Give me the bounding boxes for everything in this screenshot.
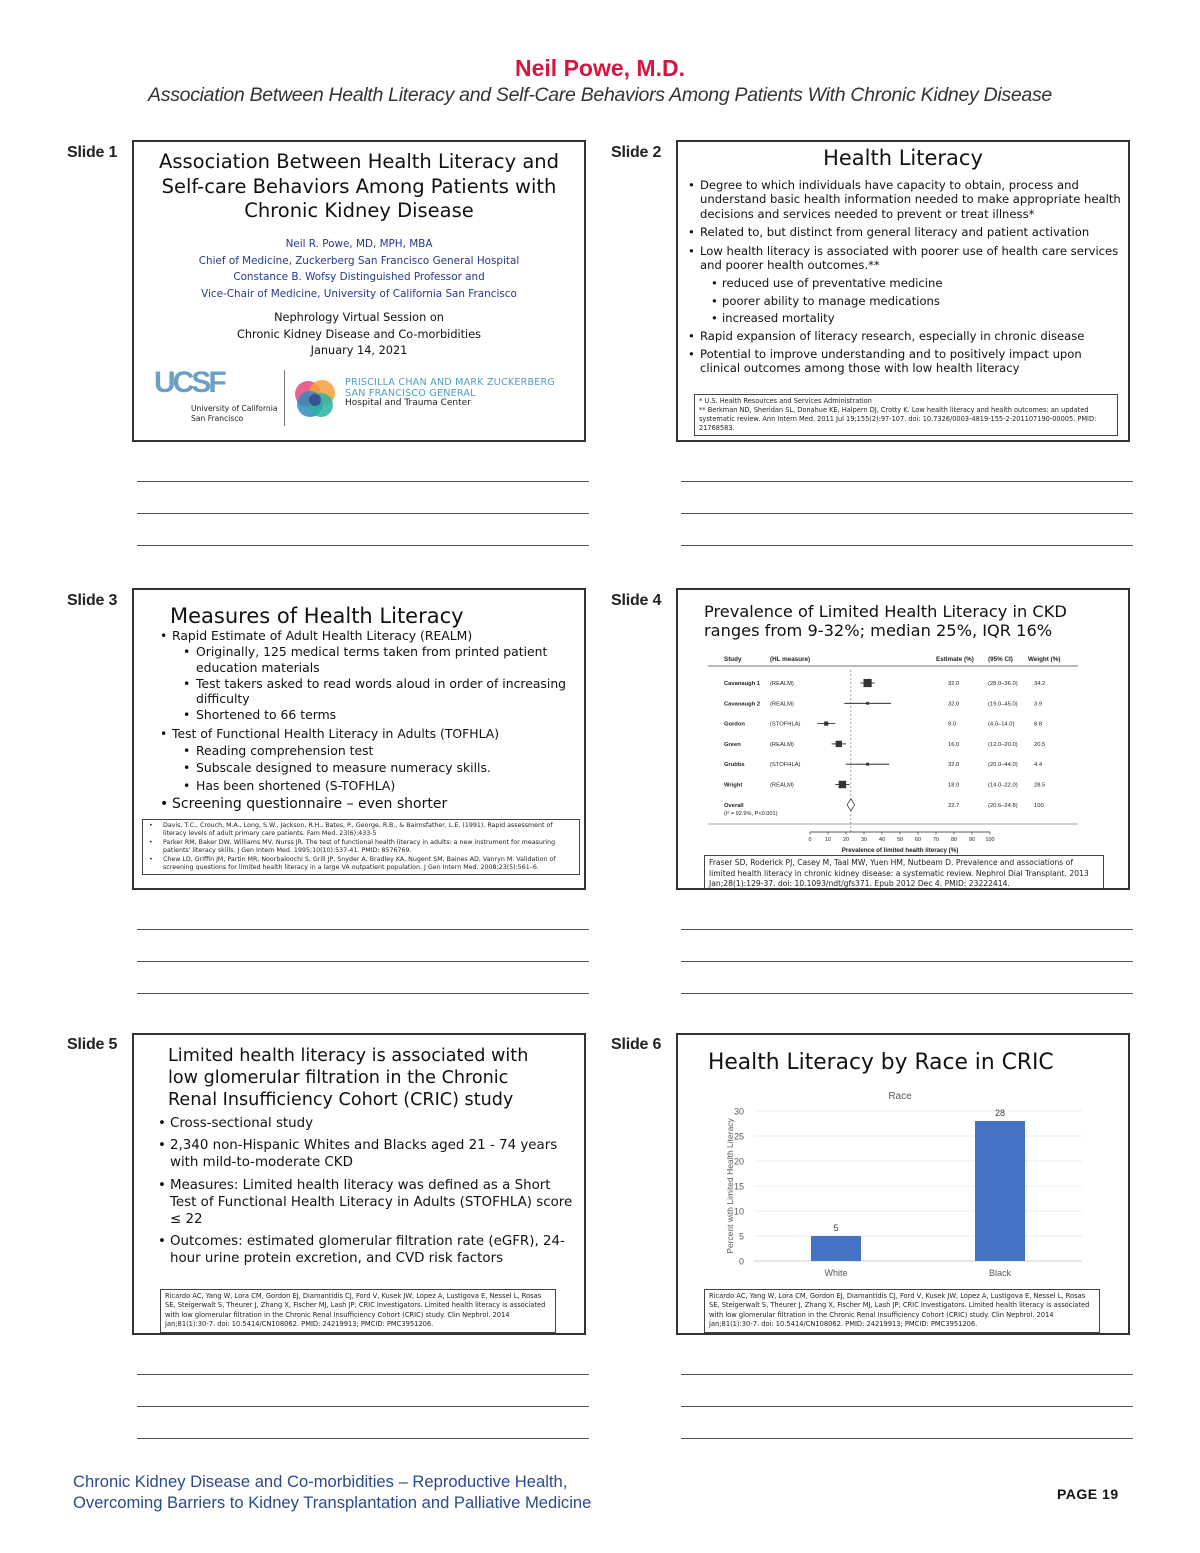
column-header: Estimate (%) (936, 656, 974, 663)
study-measure: (REALM) (770, 741, 794, 748)
list-item: • Outcomes: estimated glomerular filtration rate (eGFR), 24-hour urine protein excretion, and CVD risk factors (156, 1233, 576, 1267)
bar (975, 1121, 1025, 1261)
slide-5 (132, 1033, 586, 1335)
ci-value: (19.0–45.0) (988, 701, 1018, 708)
note-lines (681, 481, 1133, 577)
list-item: • Rapid Estimate of Adult Health Literacy (REALM) (158, 628, 578, 643)
x-tick-label: 10 (825, 837, 831, 843)
list-item: • Low health literacy is associated with poorer use of health care services and poorer health outcomes.** (686, 244, 1122, 273)
overall-stat: (I² = 92.9%, P<0.001) (724, 810, 778, 817)
list-subitem: • reduced use of preventative medicine (686, 276, 1122, 290)
zsfg-name: PRISCILLA CHAN AND MARK ZUCKERBERG SAN FRANCISCO GENERAL (345, 377, 556, 399)
list-subitem: • poorer ability to manage medications (686, 294, 1122, 308)
y-tick-label: 5 (738, 1231, 744, 1242)
estimate-marker (836, 741, 842, 747)
x-tick-label: 50 (897, 837, 903, 843)
note-lines (137, 1374, 589, 1470)
y-tick-label: 30 (733, 1106, 744, 1117)
study-name: Cavanaugh 2 (724, 701, 761, 708)
slide-title: Limited health literacy is associated with low glomerular filtration in the Chronic Renal Insufficiency Cohort (CRIC) study (168, 1046, 529, 1110)
slide-3 (132, 588, 586, 890)
study-name: Wright (724, 782, 743, 789)
ci-value: (28.0–36.0) (988, 681, 1018, 687)
bullet-list (156, 1115, 576, 1272)
list-item: • Measures: Limited health literacy was defined as a Short Test of Functional Health Literacy in Adults (STOFHLA) score ≤ 22 (156, 1177, 576, 1229)
bullet-list (686, 178, 1122, 380)
y-tick-label: 20 (733, 1156, 744, 1167)
x-tick-label: 30 (861, 837, 867, 843)
y-tick-label: 25 (733, 1131, 744, 1142)
list-subitem: • Subscale designed to measure numeracy skills. (158, 760, 578, 775)
column-header: Study (724, 656, 742, 663)
estimate-marker (839, 781, 846, 788)
list-subitem: • Originally, 125 medical terms taken from printed patient education materials (158, 644, 578, 675)
x-tick-label: 40 (879, 837, 885, 843)
page-number: PAGE 19 (1057, 1486, 1119, 1502)
presenter-name: Neil Powe, M.D. (515, 55, 685, 81)
ci-value: (14.0–22.0) (988, 782, 1018, 789)
slide-label: Slide 3 (67, 592, 118, 609)
talk-title: Association Between Health Literacy and Self-Care Behaviors Among Patients With Chronic Kidney Disease (148, 84, 1052, 106)
overall-label: Overall (724, 802, 744, 809)
x-tick-label: 100 (985, 837, 995, 843)
x-tick-label: Black (988, 1268, 1012, 1278)
note-lines (681, 1374, 1133, 1470)
estimate-value: 32.0 (948, 762, 960, 769)
slide-title: Measures of Health Literacy (170, 604, 464, 628)
estimate-value: 32.0 (948, 681, 960, 687)
slide-label: Slide 2 (611, 144, 662, 161)
estimate-marker (866, 763, 869, 766)
weight-value: 34.2 (1034, 681, 1046, 687)
x-tick-label: 80 (951, 837, 957, 843)
slide-label: Slide 5 (67, 1036, 118, 1053)
citation-box: * U.S. Health Resources and Services Administration ** Berkman ND, Sheridan SL, Donahue KE, Halpern DJ, Crotty K. Low health literacy and health outcomes: an updated systematic review. Ann Intern Med. 2011 Jul 19;155(2):97-107. doi: 10.7326/0003-4819-155-2-201107190-00005. PMID: 21768583. (694, 394, 1118, 436)
slide-title: Prevalence of Limited Health Literacy in CKD ranges from 9-32%; median 25%, IQR 16% (704, 602, 1067, 640)
estimate-value: 32.0 (948, 701, 960, 708)
slide-label: Slide 1 (67, 144, 118, 161)
weight-value: 4.4 (1034, 762, 1043, 769)
study-name: Gordon (724, 721, 745, 728)
slide-title: Health Literacy by Race in CRIC (708, 1050, 1054, 1075)
note-lines (137, 929, 589, 1025)
note-lines (681, 929, 1133, 1025)
data-label: 28 (994, 1108, 1006, 1118)
ci-value: (20.6–24.8) (988, 802, 1018, 809)
ucsf-caption: University of California San Francisco (191, 404, 278, 423)
x-axis-label: Prevalence of limited health literacy (%) (841, 847, 959, 854)
footer-text: Chronic Kidney Disease and Co-morbidities – Reproductive Health, Overcoming Barriers to Kidney Transplantation and Palliative Medicine (73, 1472, 592, 1512)
list-item: • Potential to improve understanding and to positively impact upon clinical outcomes among those with low health literacy (686, 347, 1122, 376)
slide-label: Slide 6 (611, 1036, 662, 1053)
estimate-marker (864, 679, 872, 687)
bullet-list (158, 628, 578, 816)
y-tick-label: 10 (733, 1206, 744, 1217)
weight-value: 20.5 (1034, 741, 1046, 748)
estimate-value: 22.7 (948, 802, 960, 809)
study-measure: (REALM) (770, 701, 794, 708)
estimate-value: 16.0 (948, 741, 960, 748)
x-tick-label: White (824, 1268, 848, 1278)
x-tick-label: 60 (915, 837, 921, 843)
session-block: Nephrology Virtual Session on Chronic Kidney Disease and Co-morbidities January 14, 2021 (236, 311, 482, 357)
slide-4 (676, 588, 1130, 890)
bar (811, 1236, 861, 1261)
forest-plot (678, 648, 1128, 856)
x-tick-label: 90 (969, 837, 975, 843)
chart-title: Race (888, 1091, 912, 1102)
slide-6 (676, 1033, 1130, 1335)
slide-2 (676, 140, 1130, 442)
citation-box: • Davis, T.C., Crouch, M.A., Long, S.W., Jackson, R.H., Bates, P., George, R.B., & Bairnsfather, L.E. (1991). Rapid assessment of literacy levels of adult primary care patients. Fam Med, 23(6):433-5 • Parker RM, Baker DW, Williams MV, Nurss JR. The test of functional health literacy in adults: a new instrument for measuring patients' literacy skills. J Gen Intern Med. 1995;10(10):537-41. PMID: 8576769. • Chew LD, Griffin JM, Partin MR, Noorbaloochi S, Grill JP, Snyder A, Bradley KA, Nugent SM, Baines AD, Vanryn M. Validation of screening questions for limited health literacy in a large VA outpatient population. J Gen Intern Med. 2008;23(5):561–6. (142, 819, 580, 875)
citation-box: Ricardo AC, Yang W, Lora CM, Gordon EJ, Diamantidis CJ, Ford V, Kusek JW, Lopez A, Lustigova E, Nessel L, Rosas SE, Steigerwalt S, Theurer J, Zhang X, Fischer MJ, Lash JP; CRIC Investigators. Limited health literacy is associated with low glomerular filtration in the Chronic Renal Insufficiency Cohort (CRIC) study. Clin Nephrol. 2014 Jan;81(1):30-7. doi: 10.5414/CN108062. PMID: 24219913; PMCID: PMC3951206. (704, 1289, 1100, 1333)
zsfg-subtitle: Hospital and Trauma Center (345, 398, 471, 408)
weight-value: 100 (1034, 802, 1044, 809)
list-item: • Test of Functional Health Literacy in Adults (TOFHLA) (158, 726, 578, 741)
ci-value: (12.0–20.0) (988, 741, 1018, 748)
study-measure: (REALM) (770, 681, 794, 687)
bar-chart (678, 1087, 1128, 1283)
column-header: (HL measure) (770, 656, 811, 663)
y-axis-label: Percent with Limited Health Literacy (725, 1118, 735, 1254)
list-subitem: • Has been shortened (S-TOFHLA) (158, 778, 578, 793)
list-item: • Degree to which individuals have capacity to obtain, process and understand basic health information needed to make appropriate health decisions and services needed to prevent or treat illness* (686, 178, 1122, 221)
list-subitem: • Reading comprehension test (158, 743, 578, 758)
list-subitem: • Shortened to 66 terms (158, 707, 578, 722)
list-subitem: • increased mortality (686, 311, 1122, 325)
weight-value: 3.9 (1034, 701, 1043, 708)
list-item: • Screening questionnaire – even shorter (158, 797, 578, 812)
list-item: • Related to, but distinct from general literacy and patient activation (686, 225, 1122, 239)
estimate-value: 9.0 (948, 721, 957, 728)
ci-value: (20.0–44.0) (988, 762, 1018, 769)
y-tick-label: 15 (733, 1181, 744, 1192)
slide-1 (132, 140, 586, 442)
y-tick-label: 0 (738, 1256, 744, 1267)
weight-value: 28.5 (1034, 782, 1046, 789)
slide-title: Association Between Health Literacy and Self-care Behaviors Among Patients with Chronic Kidney Disease (158, 150, 560, 222)
list-item: • Rapid expansion of literacy research, especially in chronic disease (686, 329, 1122, 343)
estimate-marker (866, 702, 869, 705)
study-name: Grubbs (724, 762, 745, 769)
ci-value: (4.0–14.0) (988, 721, 1015, 728)
list-item: • 2,340 non-Hispanic Whites and Blacks aged 21 - 74 years with mild-to-moderate CKD (156, 1137, 576, 1171)
citation-box: Fraser SD, Roderick PJ, Casey M, Taal MW, Yuen HM, Nutbeam D. Prevalence and associations of limited health literacy in chronic kidney disease: a systematic review. Nephrol Dial Transplant. 2013 Jan;28(1):129-37. doi: 10.1093/ndt/gfs371. Epub 2012 Dec 4. PMID: 23222414. (704, 855, 1104, 890)
study-name: Cavanaugh 1 (724, 681, 761, 687)
author-block: Neil R. Powe, MD, MPH, MBA Chief of Medicine, Zuckerberg San Francisco General Hospital Constance B. Wofsy Distinguished Professor and Vice-Chair of Medicine, University of California San Francisco (198, 238, 520, 300)
study-measure: (REALM) (770, 782, 794, 789)
estimate-value: 18.0 (948, 782, 960, 789)
study-name: Green (724, 741, 741, 748)
list-subitem: • Test takers asked to read words aloud in order of increasing difficulty (158, 676, 578, 707)
x-tick-label: 20 (843, 837, 849, 843)
ucsf-logo: UCSF (154, 366, 224, 399)
list-item: • Cross-sectional study (156, 1115, 576, 1132)
x-tick-label: 0 (808, 837, 812, 843)
study-measure: (STOFHLA) (770, 762, 801, 769)
study-measure: (STOFHLA) (770, 721, 801, 728)
column-header: Weight (%) (1028, 656, 1061, 663)
citation-box: Ricardo AC, Yang W, Lora CM, Gordon EJ, Diamantidis CJ, Ford V, Kusek JW, Lopez A, Lustigova E, Nessel L, Rosas SE, Steigerwalt S, Theurer J, Zhang X, Fischer MJ, Lash JP; CRIC Investigators. Limited health literacy is associated with low glomerular filtration in the Chronic Renal Insufficiency Cohort (CRIC) study. Clin Nephrol. 2014 Jan;81(1):30-7. doi: 10.5414/CN108062. PMID: 24219913; PMCID: PMC3951206. (160, 1289, 556, 1333)
x-tick-label: 70 (933, 837, 939, 843)
zsfg-heart-logo (290, 374, 340, 424)
data-label: 5 (833, 1223, 839, 1233)
column-header: (95% CI) (988, 656, 1013, 663)
logo-divider (284, 370, 285, 426)
weight-value: 8.8 (1034, 721, 1043, 728)
overall-diamond (847, 799, 855, 811)
note-lines (137, 481, 589, 577)
slide-title: Health Literacy (823, 146, 983, 170)
slide-label: Slide 4 (611, 592, 662, 609)
estimate-marker (824, 722, 828, 726)
